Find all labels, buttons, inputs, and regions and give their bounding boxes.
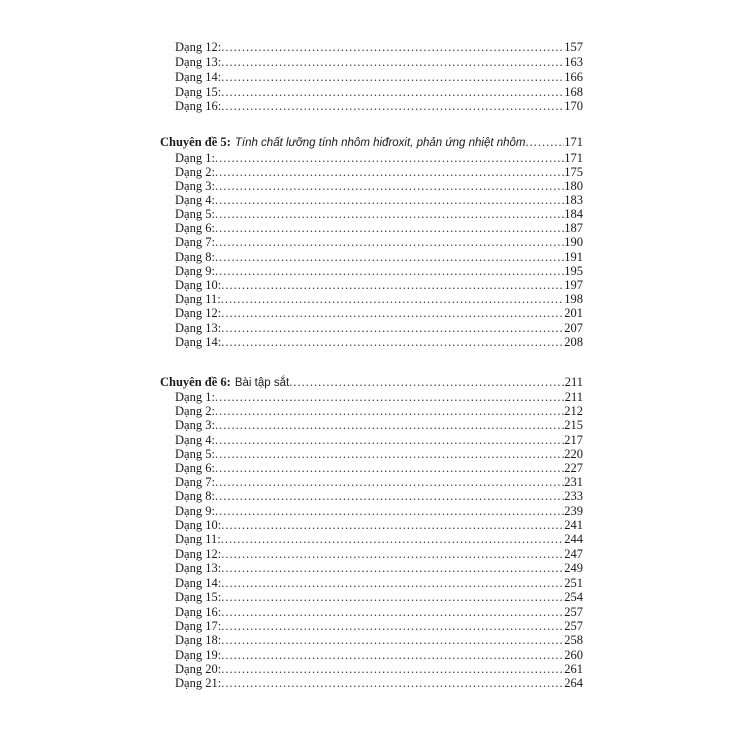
dot-leader: [215, 235, 564, 249]
entry-page: 251: [564, 576, 583, 590]
toc-entry: [175, 55, 583, 69]
entry-label: Dạng 5:: [175, 447, 215, 461]
toc-entry: [175, 70, 583, 84]
toc-entry: [175, 278, 583, 292]
section-title: Bài tập sắt: [234, 377, 290, 389]
dot-leader: [215, 193, 564, 207]
dot-leader: [221, 321, 564, 335]
toc-entry: [175, 193, 583, 207]
entry-page: 215: [564, 418, 583, 432]
entry-page: 183: [564, 193, 583, 207]
dot-leader: [221, 605, 564, 619]
toc-entry: [175, 306, 583, 320]
entry-page: 168: [564, 85, 583, 99]
entry-label: Dạng 2:: [175, 165, 215, 179]
entry-label: Dạng 7:: [175, 235, 215, 249]
entry-page: 241: [564, 518, 583, 532]
entry-page: 257: [564, 619, 583, 633]
toc-entry: [175, 676, 583, 690]
dot-leader: [221, 335, 564, 349]
toc-entry: [175, 264, 583, 278]
dot-leader: [221, 99, 564, 113]
toc-entry: [175, 489, 583, 503]
entry-page: 211: [564, 390, 583, 404]
entry-label: Dạng 12:: [175, 40, 222, 54]
dot-leader: [221, 561, 564, 575]
dot-leader: [221, 619, 564, 633]
entry-label: Dạng 18:: [175, 633, 222, 647]
entry-page: 264: [564, 676, 583, 690]
toc-entry: [175, 433, 583, 447]
toc-entry: [175, 619, 583, 633]
entry-page: 233: [564, 489, 583, 503]
dot-leader: [221, 292, 565, 306]
toc-entry: [175, 165, 583, 179]
entry-page: 231: [564, 475, 583, 489]
entry-page: 170: [564, 99, 583, 113]
toc-entry: [175, 561, 583, 575]
section-label: Chuyên đề 5:: [160, 135, 231, 149]
entry-label: Dạng 8:: [175, 489, 215, 503]
dot-leader: [221, 532, 565, 546]
dot-leader: [215, 207, 564, 221]
entry-label: Dạng 20:: [175, 662, 222, 676]
dot-leader: [221, 676, 564, 690]
dot-leader: [221, 648, 564, 662]
entry-page: 260: [564, 648, 583, 662]
entry-label: Dạng 12:: [175, 306, 222, 320]
entry-page: 258: [564, 633, 583, 647]
toc-entry: [175, 532, 583, 546]
dot-leader: [215, 151, 564, 165]
dot-leader: [221, 306, 564, 320]
entry-page: 175: [564, 165, 583, 179]
toc-entry: [175, 418, 583, 432]
entry-label: Dạng 12:: [175, 547, 222, 561]
entry-label: Dạng 11:: [175, 292, 221, 306]
entry-page: 247: [564, 547, 583, 561]
dot-leader: [215, 504, 564, 518]
toc-entry: [175, 292, 583, 306]
entry-page: 187: [564, 221, 583, 235]
entry-label: Dạng 7:: [175, 475, 215, 489]
dot-leader: [221, 278, 564, 292]
entry-label: Dạng 14:: [175, 576, 222, 590]
entry-page: 254: [564, 590, 583, 604]
entry-label: Dạng 2:: [175, 404, 215, 418]
dot-leader: [215, 461, 564, 475]
entry-label: Dạng 15:: [175, 590, 222, 604]
entry-label: Dạng 1:: [175, 151, 215, 165]
dot-leader: [289, 375, 565, 389]
entry-label: Dạng 13:: [175, 321, 222, 335]
toc-entry: [175, 547, 583, 561]
toc-entry: [175, 590, 583, 604]
entry-page: 197: [564, 278, 583, 292]
dot-leader: [221, 55, 564, 69]
entry-label: Dạng 10:: [175, 278, 222, 292]
entry-label: Dạng 3:: [175, 418, 215, 432]
toc-entry: [175, 576, 583, 590]
entry-label: Dạng 8:: [175, 250, 215, 264]
entry-page: 157: [564, 40, 583, 54]
toc-entry: [175, 179, 583, 193]
entry-page: 217: [564, 433, 583, 447]
dot-leader: [526, 135, 565, 149]
toc-entry: [175, 633, 583, 647]
toc-entry: [175, 207, 583, 221]
toc-entry: [175, 662, 583, 676]
entry-page: 220: [564, 447, 583, 461]
dot-leader: [215, 433, 564, 447]
dot-leader: [221, 590, 564, 604]
dot-leader: [221, 633, 564, 647]
entry-label: Dạng 1:: [175, 390, 215, 404]
entry-label: Dạng 4:: [175, 193, 215, 207]
toc-entry: [175, 447, 583, 461]
toc-entry: [175, 235, 583, 249]
entry-label: Dạng 6:: [175, 461, 215, 475]
toc-entry: [175, 221, 583, 235]
entry-label: Dạng 19:: [175, 648, 222, 662]
entry-page: 195: [564, 264, 583, 278]
dot-leader: [215, 264, 564, 278]
entry-page: 208: [564, 335, 583, 349]
entry-page: 212: [564, 404, 583, 418]
entry-page: 180: [564, 179, 583, 193]
entry-label: Dạng 3:: [175, 179, 215, 193]
dot-leader: [215, 165, 564, 179]
entry-page: 239: [564, 504, 583, 518]
entry-label: Dạng 13:: [175, 561, 222, 575]
toc-entry: [175, 504, 583, 518]
toc-entry: [175, 648, 583, 662]
toc-entry: [175, 151, 583, 165]
section-label: Chuyên đề 6:: [160, 375, 231, 389]
dot-leader: [215, 390, 565, 404]
entry-page: 201: [564, 306, 583, 320]
toc-entry: [175, 85, 583, 99]
toc-entry: [175, 250, 583, 264]
entry-page: 227: [564, 461, 583, 475]
entry-label: Dạng 4:: [175, 433, 215, 447]
entry-label: Dạng 15:: [175, 85, 222, 99]
entry-label: Dạng 21:: [175, 676, 222, 690]
toc-entry: [175, 404, 583, 418]
dot-leader: [221, 70, 564, 84]
dot-leader: [215, 404, 564, 418]
dot-leader: [215, 447, 564, 461]
dot-leader: [221, 662, 564, 676]
section-title: Tính chất lưỡng tính nhôm hiđroxit, phản ứng nhiệt nhôm: [234, 137, 526, 149]
entry-page: 163: [564, 55, 583, 69]
entry-page: 190: [564, 235, 583, 249]
entry-label: Dạng 14:: [175, 70, 222, 84]
entry-page: 257: [564, 605, 583, 619]
section-heading: [160, 375, 583, 389]
entry-label: Dạng 14:: [175, 335, 222, 349]
toc-entry: [175, 605, 583, 619]
toc-entry: [175, 518, 583, 532]
entry-label: Dạng 17:: [175, 619, 222, 633]
section-heading: [160, 135, 583, 149]
dot-leader: [221, 547, 564, 561]
entry-page: 244: [564, 532, 583, 546]
entry-label: Dạng 16:: [175, 605, 222, 619]
entry-page: 207: [564, 321, 583, 335]
dot-leader: [215, 179, 564, 193]
entry-page: 198: [564, 292, 583, 306]
entry-page: 191: [564, 250, 583, 264]
toc-entry: [175, 40, 583, 54]
entry-page: 249: [564, 561, 583, 575]
dot-leader: [215, 250, 564, 264]
entry-label: Dạng 6:: [175, 221, 215, 235]
entry-page: 261: [564, 662, 583, 676]
entry-label: Dạng 13:: [175, 55, 222, 69]
dot-leader: [215, 418, 564, 432]
toc-entry: [175, 390, 583, 404]
entry-page: 184: [564, 207, 583, 221]
dot-leader: [215, 475, 564, 489]
entry-label: Dạng 11:: [175, 532, 221, 546]
dot-leader: [215, 489, 564, 503]
toc-entry: [175, 475, 583, 489]
toc-entry: [175, 335, 583, 349]
toc-entry: [175, 321, 583, 335]
dot-leader: [221, 576, 564, 590]
entry-label: Dạng 10:: [175, 518, 222, 532]
entry-label: Dạng 9:: [175, 264, 215, 278]
toc-entry: [175, 461, 583, 475]
entry-label: Dạng 9:: [175, 504, 215, 518]
section-page: 171: [564, 135, 583, 149]
section-page: 211: [564, 375, 583, 389]
dot-leader: [221, 40, 564, 54]
entry-page: 166: [564, 70, 583, 84]
dot-leader: [221, 518, 564, 532]
entry-page: 171: [564, 151, 583, 165]
toc-entry: [175, 99, 583, 113]
entry-label: Dạng 5:: [175, 207, 215, 221]
dot-leader: [221, 85, 564, 99]
entry-label: Dạng 16:: [175, 99, 222, 113]
dot-leader: [215, 221, 564, 235]
